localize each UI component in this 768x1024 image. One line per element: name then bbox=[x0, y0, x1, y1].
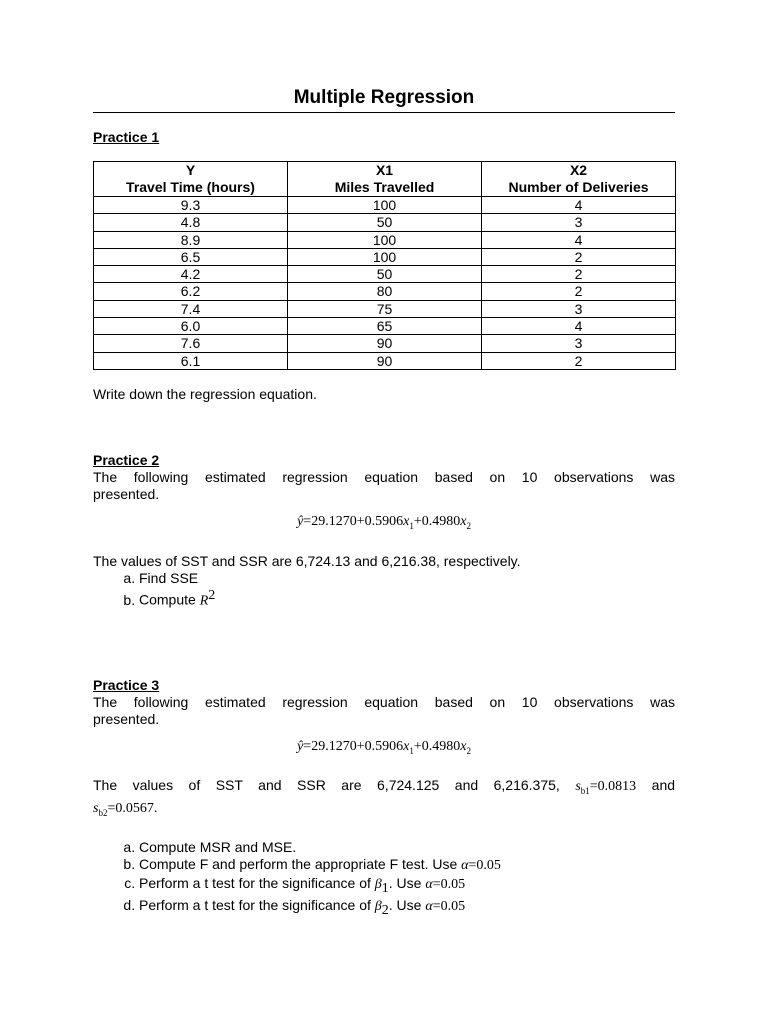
practice-3-intro-line-1: The following estimated regression equation based on 10 observations was bbox=[93, 694, 675, 711]
table-header-row bbox=[94, 162, 676, 197]
column-header-x1 bbox=[288, 162, 482, 197]
cell-x1: 100 bbox=[288, 197, 482, 214]
cell-x1: 80 bbox=[288, 283, 482, 300]
document-page bbox=[93, 86, 675, 919]
table-row bbox=[94, 335, 676, 352]
cell-x2: 3 bbox=[482, 335, 676, 352]
column-header-x2 bbox=[482, 162, 676, 197]
practice-3-equation: $ŷ=29.1270+0.5906x_1+0.4980x_2$ bbox=[297, 739, 471, 757]
cell-x1: 100 bbox=[288, 231, 482, 248]
cell-y: 8.9 bbox=[94, 231, 288, 248]
table-row bbox=[94, 352, 676, 369]
travel-data-table bbox=[93, 161, 676, 370]
cell-x2: 2 bbox=[482, 248, 676, 265]
cell-y: 6.5 bbox=[94, 248, 288, 265]
cell-y: 6.2 bbox=[94, 283, 288, 300]
cell-y: 6.1 bbox=[94, 352, 288, 369]
intercept-value: 29.1270 bbox=[311, 513, 357, 529]
table-row bbox=[94, 231, 676, 248]
list-item: a. Find SSE bbox=[139, 570, 675, 588]
sb1-term: $s_{b1}=0.0813$ bbox=[575, 779, 637, 797]
cell-x1: 50 bbox=[288, 214, 482, 231]
list-item: c. Perform a t test for the significance of $\beta_1$. Use α=0.05 bbox=[139, 875, 675, 897]
cell-x1: 100 bbox=[288, 248, 482, 265]
practice-2-heading: Practice 2 bbox=[93, 451, 160, 468]
cell-y: 7.4 bbox=[94, 300, 288, 317]
cell-x1: 65 bbox=[288, 318, 482, 335]
column-symbol: X1 bbox=[375, 162, 394, 178]
table-row bbox=[94, 318, 676, 335]
cell-y: 4.8 bbox=[94, 214, 288, 231]
cell-x2: 2 bbox=[482, 352, 676, 369]
cell-x1: 90 bbox=[288, 335, 482, 352]
cell-y: 4.2 bbox=[94, 266, 288, 283]
cell-x1: 90 bbox=[288, 352, 482, 369]
intercept-value: 29.1270 bbox=[311, 739, 357, 755]
table-row bbox=[94, 266, 676, 283]
coef-x1-value: 0.5906 bbox=[364, 513, 404, 529]
y-hat-symbol: ŷ bbox=[297, 739, 304, 755]
page-title: Multiple Regression bbox=[93, 86, 675, 113]
column-symbol: Y bbox=[185, 162, 196, 178]
practice-1-instruction: Write down the regression equation. bbox=[93, 385, 317, 402]
practice-2-equation: $ŷ=29.1270+0.5906x_1+0.4980x_2$ bbox=[297, 513, 471, 531]
table-row bbox=[94, 197, 676, 214]
cell-x2: 2 bbox=[482, 283, 676, 300]
practice-2-intro-line-2: presented. bbox=[93, 485, 160, 502]
practice-2-values-text: The values of SST and SSR are 6,724.13 and 6,216.38, respectively. bbox=[93, 552, 521, 569]
cell-y: 9.3 bbox=[94, 197, 288, 214]
table-row bbox=[94, 248, 676, 265]
coef-x1-value: 0.5906 bbox=[364, 739, 404, 755]
cell-x2: 2 bbox=[482, 266, 676, 283]
column-label: Travel Time (hours) bbox=[126, 179, 255, 195]
cell-x1: 75 bbox=[288, 300, 482, 317]
cell-x2: 4 bbox=[482, 197, 676, 214]
practice-3-intro-line-2: presented. bbox=[93, 711, 160, 728]
cell-x1: 50 bbox=[288, 266, 482, 283]
column-symbol: X2 bbox=[569, 162, 588, 178]
coef-x2-value: 0.4980 bbox=[421, 513, 461, 529]
sb2-term: $s_{b2}=0.0567$. bbox=[93, 801, 158, 818]
table-row bbox=[94, 283, 676, 300]
practice-1-heading: Practice 1 bbox=[93, 129, 160, 145]
practice-2-task-list bbox=[93, 570, 675, 611]
cell-x2: 4 bbox=[482, 318, 676, 335]
practice-3-task-list bbox=[93, 839, 675, 920]
cell-x2: 4 bbox=[482, 231, 676, 248]
table-row bbox=[94, 214, 676, 231]
cell-y: 7.6 bbox=[94, 335, 288, 352]
y-hat-symbol: ŷ bbox=[297, 513, 304, 529]
list-item: b. Compute $R^2$ bbox=[139, 587, 675, 610]
practice-3-values-line-1: The values of SST and SSR are 6,724.125 and 6,216.375, $s_{b1}=0.0813$ and bbox=[93, 777, 676, 797]
list-item: b. Compute F and perform the appropriate F test. Use α=0.05 bbox=[139, 856, 675, 875]
coef-x2-value: 0.4980 bbox=[421, 739, 461, 755]
list-item: a. Compute MSR and MSE. bbox=[139, 839, 675, 857]
practice-2-intro-line-1: The following estimated regression equation based on 10 observations was bbox=[93, 468, 675, 485]
cell-x2: 3 bbox=[482, 214, 676, 231]
cell-x2: 3 bbox=[482, 300, 676, 317]
column-header-y bbox=[94, 162, 288, 197]
table-row bbox=[94, 300, 676, 317]
column-label: Number of Deliveries bbox=[508, 179, 649, 195]
column-label: Miles Travelled bbox=[334, 179, 435, 195]
cell-y: 6.0 bbox=[94, 318, 288, 335]
list-item: d. Perform a t test for the significance of $\beta_2$. Use α=0.05 bbox=[139, 897, 675, 919]
practice-3-heading: Practice 3 bbox=[93, 677, 160, 694]
